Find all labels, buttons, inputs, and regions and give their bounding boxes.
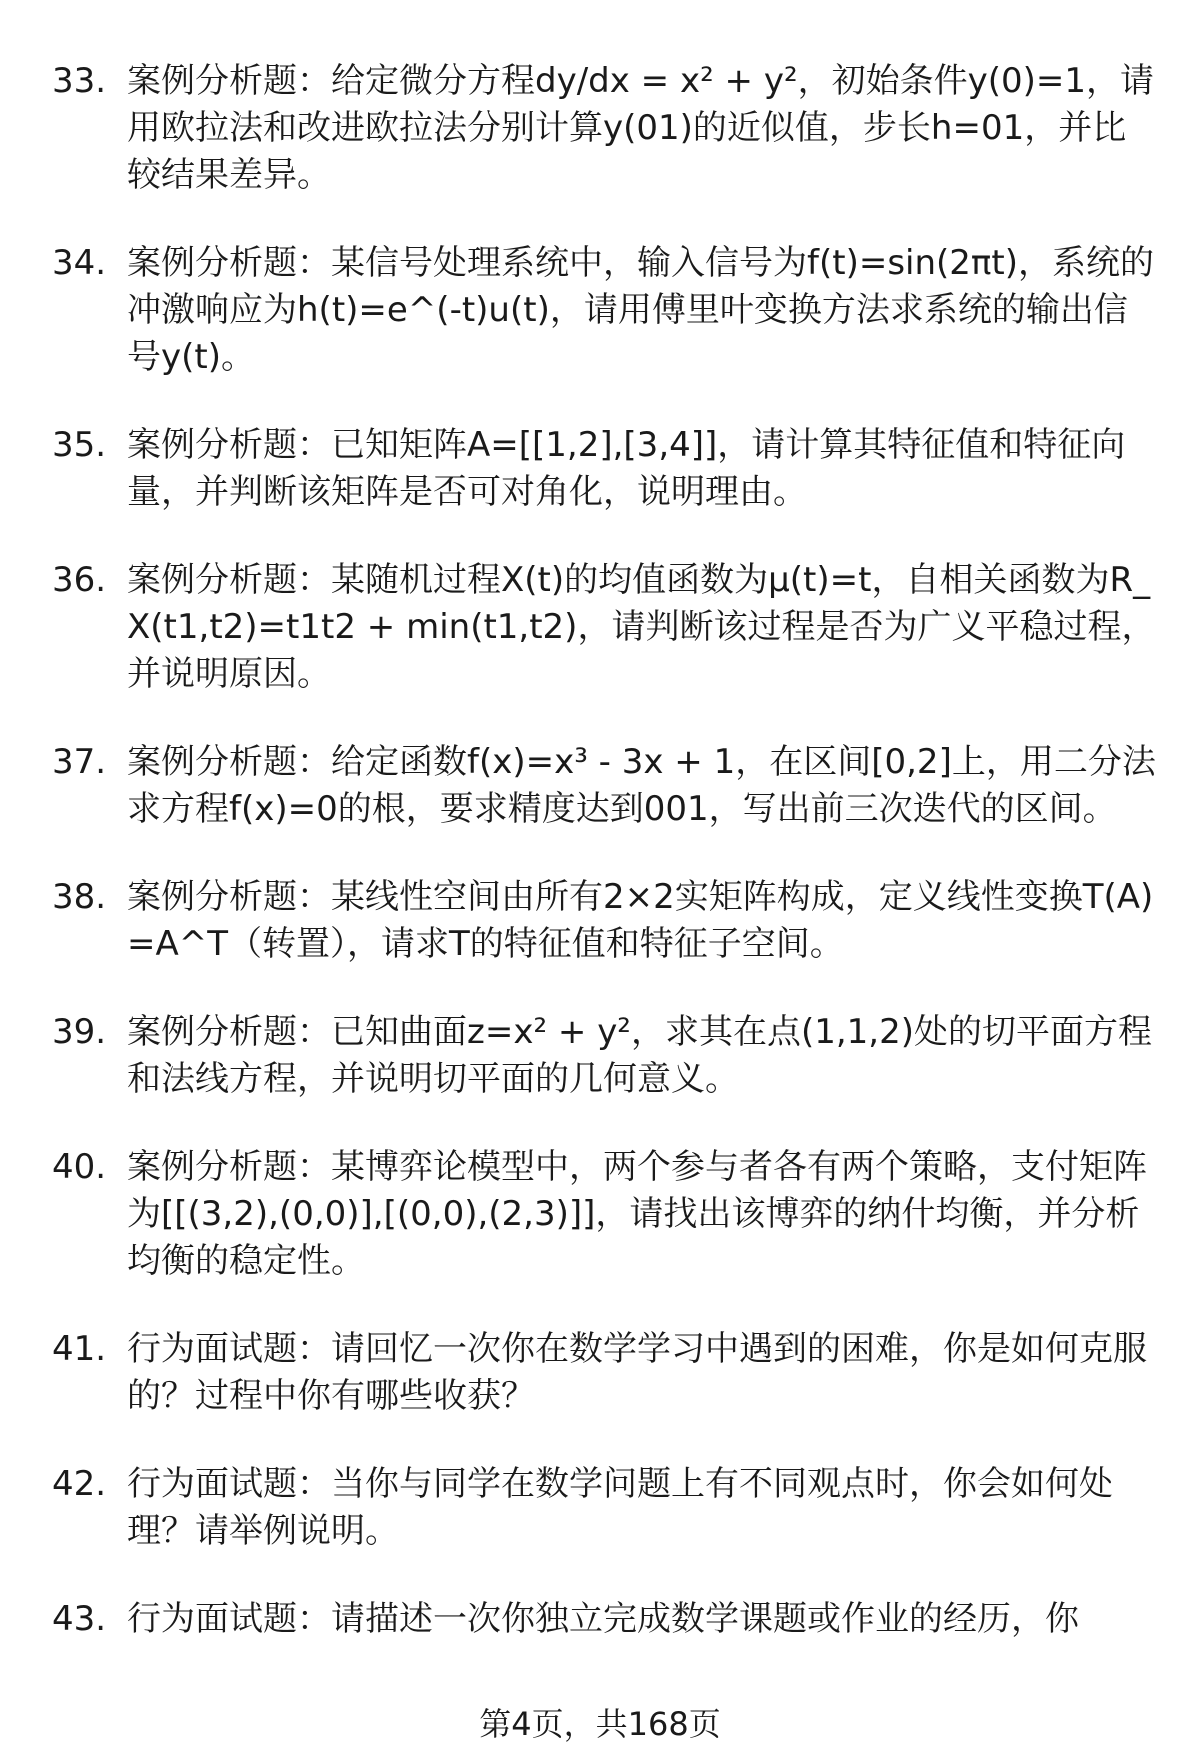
question-number: 37. [52, 742, 107, 782]
question-text: 案例分析题：已知矩阵A=[[1,2],[3,4]]，请计算其特征值和特征向量，并判断该矩阵是否可对角化，说明理由。 [127, 425, 1126, 512]
question-number: 42. [52, 1464, 107, 1504]
question-item-43 [0, 1596, 1200, 1643]
page-footer [0, 1704, 1200, 1744]
question-item-34 [0, 240, 1200, 381]
question-text: 行为面试题：请描述一次你独立完成数学课题或作业的经历，你 [127, 1599, 1079, 1639]
question-item-33 [0, 58, 1200, 199]
question-item-36 [0, 557, 1200, 698]
question-item-38 [0, 874, 1200, 968]
question-number: 40. [52, 1147, 107, 1187]
question-number: 41. [52, 1329, 107, 1369]
question-list [0, 58, 1200, 1684]
question-text: 案例分析题：已知曲面z=x² + y²，求其在点(1,1,2)处的切平面方程和法线方程，并说明切平面的几何意义。 [127, 1012, 1152, 1099]
question-text: 行为面试题：请回忆一次你在数学学习中遇到的困难，你是如何克服的？过程中你有哪些收获？ [127, 1329, 1147, 1416]
question-number: 36. [52, 560, 107, 600]
question-number: 43. [52, 1599, 107, 1639]
question-item-35 [0, 422, 1200, 516]
page-indicator: 第4页，共168页 [479, 1705, 721, 1743]
question-text: 案例分析题：给定微分方程dy/dx = x² + y²，初始条件y(0)=1，请用欧拉法和改进欧拉法分别计算y(01)的近似值，步长h=01，并比较结果差异。 [127, 61, 1154, 195]
question-text: 案例分析题：某线性空间由所有2×2实矩阵构成，定义线性变换T(A)=A^T（转置），请求T的特征值和特征子空间。 [127, 877, 1154, 964]
question-number: 38. [52, 877, 107, 917]
question-number: 35. [52, 425, 107, 465]
question-number: 39. [52, 1012, 107, 1052]
question-text: 案例分析题：某随机过程X(t)的均值函数为μ(t)=t，自相关函数为R_X(t1,t2)=t1t2 + min(t1,t2)，请判断该过程是否为广义平稳过程，并说明原因。 [127, 560, 1156, 694]
question-text: 案例分析题：某信号处理系统中，输入信号为f(t)=sin(2πt)，系统的冲激响应为h(t)=e^(-t)u(t)，请用傅里叶变换方法求系统的输出信号y(t)。 [127, 243, 1154, 377]
question-item-39 [0, 1009, 1200, 1103]
question-number: 33. [52, 61, 107, 101]
question-text: 案例分析题：给定函数f(x)=x³ - 3x + 1，在区间[0,2]上，用二分法求方程f(x)=0的根，要求精度达到001，写出前三次迭代的区间。 [127, 742, 1156, 829]
question-text: 案例分析题：某博弈论模型中，两个参与者各有两个策略，支付矩阵为[[(3,2),(0,0)],[(0,0),(2,3)]]，请找出该博弈的纳什均衡，并分析均衡的稳定性。 [127, 1147, 1147, 1281]
question-item-41 [0, 1326, 1200, 1420]
question-item-40 [0, 1144, 1200, 1285]
question-text: 行为面试题：当你与同学在数学问题上有不同观点时，你会如何处理？请举例说明。 [127, 1464, 1113, 1551]
question-item-37 [0, 739, 1200, 833]
question-item-42 [0, 1461, 1200, 1555]
question-number: 34. [52, 243, 107, 283]
